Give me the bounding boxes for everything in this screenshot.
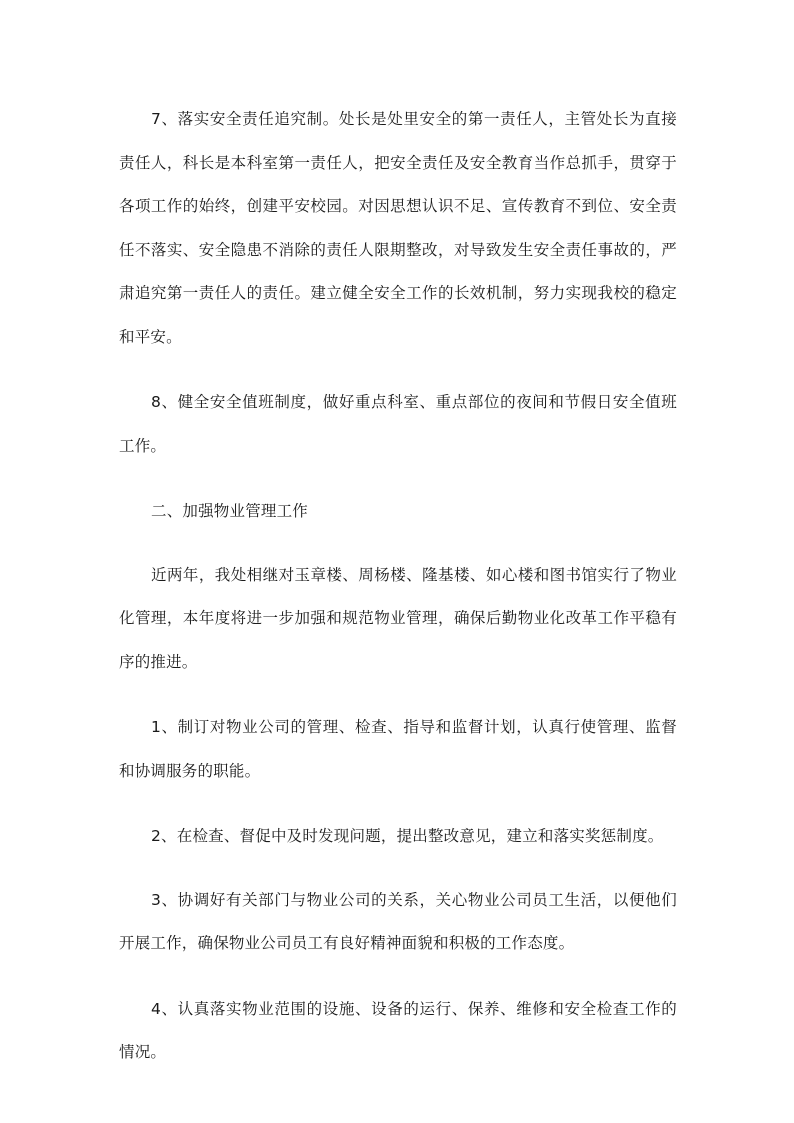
paragraph-accountability: 7、落实安全责任追究制。处长是处里安全的第一责任人，主管处长为直接责任人，科长是本科室第一责任人，把安全责任及安全教育当作总抓手，贯穿于各项工作的始终，创建平安校园。对因思想认识不足、宣传教育不到位、安全责任不落实、安全隐患不消除的责任人限期整改，对导致发生安全责任事故的，严肃追究第一责任人的责任。建立健全安全工作的长效机制，努力实现我校的稳定和平安。: [119, 110, 677, 346]
section-heading-property-management: 二、加强物业管理工作: [151, 502, 309, 520]
paragraph-item-1: 1、制订对物业公司的管理、检查、指导和监督计划，认真行使管理、监督和协调服务的职能。: [119, 718, 677, 780]
paragraph-item-3: 3、协调好有关部门与物业公司的关系，关心物业公司员工生活，以便他们开展工作，确保物业公司员工有良好精神面貌和积极的工作态度。: [119, 890, 677, 952]
paragraph-duty-system: 8、健全安全值班制度，做好重点科室、重点部位的夜间和节假日安全值班工作。: [119, 393, 677, 455]
paragraph-property-overview: 近两年，我处相继对玉章楼、周杨楼、隆基楼、如心楼和图书馆实行了物业化管理，本年度将进一步加强和规范物业管理，确保后勤物业化改革工作平稳有序的推进。: [119, 565, 677, 671]
paragraph-item-4: 4、认真落实物业范围的设施、设备的运行、保养、维修和安全检查工作的情况。: [119, 999, 677, 1061]
paragraph-item-2: 2、在检查、督促中及时发现问题，提出整改意见，建立和落实奖惩制度。: [151, 827, 664, 845]
document-body: [119, 98, 677, 1097]
